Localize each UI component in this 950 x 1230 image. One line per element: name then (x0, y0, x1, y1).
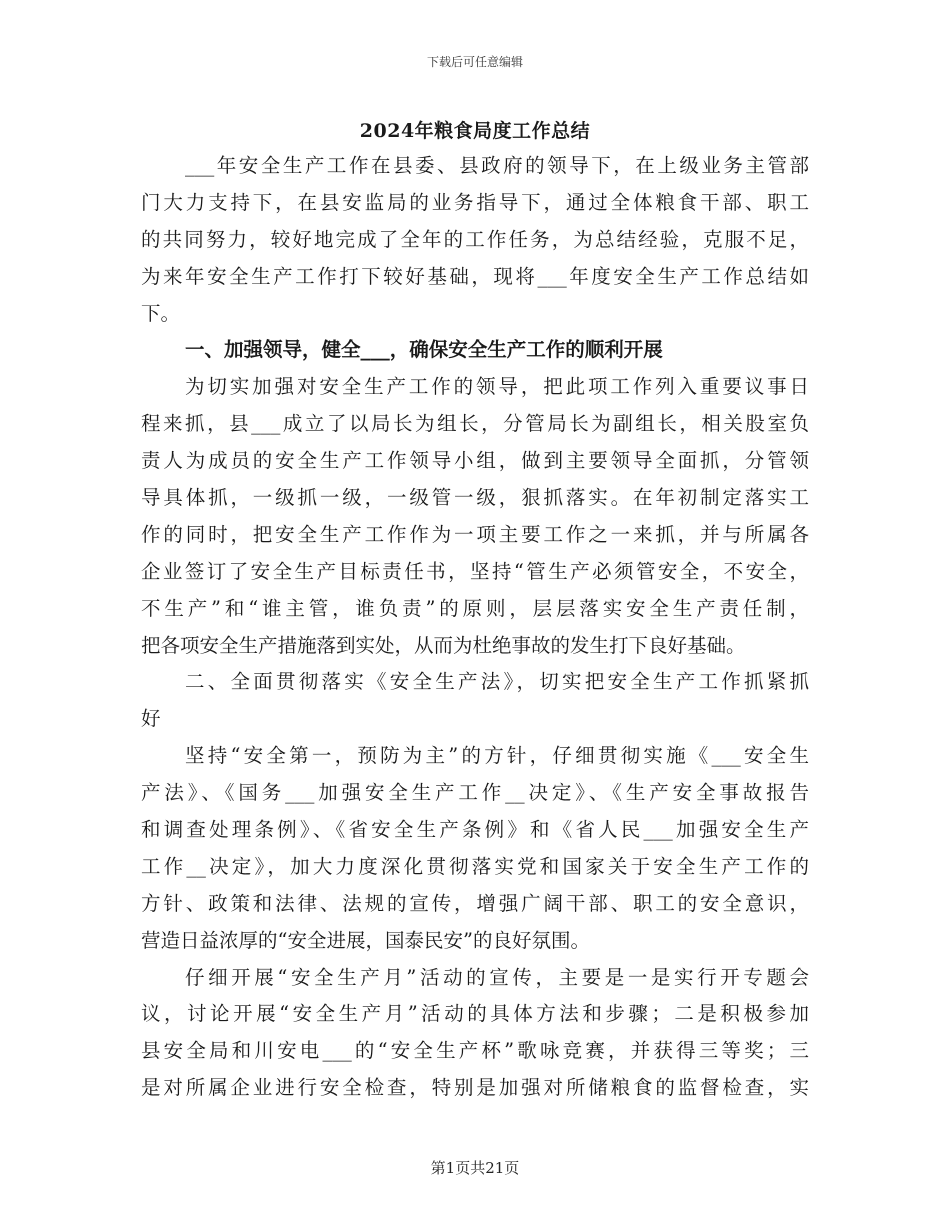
body-line: 的共同努力，较好地完成了全年的工作任务，为总结经验，克服不足， (141, 227, 809, 251)
body-line: 把各项安全生产措施落到实处，从而为杜绝事故的发生打下良好基础。 (141, 633, 746, 657)
document-body (141, 148, 809, 1107)
section-heading-2-cont: 好 (141, 707, 161, 731)
section-heading-2: 二、全面贯彻落实《安全生产法》，切实把安全生产工作抓紧抓 (185, 670, 809, 694)
page-footer: 第1页共21页 (430, 1159, 520, 1177)
section-heading-1: 一、加强领导，健全___，确保安全生产工作的顺利开展 (185, 338, 663, 362)
body-line: 企业签订了安全生产目标责任书，坚持“管生产必须管安全，不安全， (141, 559, 809, 583)
body-line: 仔细开展“安全生产月”活动的宣传，主要是一是实行开专题会 (185, 965, 809, 989)
body-line: 工作__决定》，加大力度深化贯彻落实党和国家关于安全生产工作的 (141, 854, 809, 878)
body-line: 导具体抓，一级抓一级，一级管一级，狠抓落实。在年初制定落实工 (141, 486, 809, 510)
body-line: 门大力支持下，在县安监局的业务指导下，通过全体粮食干部、职工 (141, 190, 809, 214)
body-line: 议，讨论开展“安全生产月”活动的具体方法和步骤；二是积极参加 (141, 1002, 809, 1026)
body-line: 坚持“安全第一，预防为主”的方针，仔细贯彻实施《___安全生 (185, 744, 809, 768)
body-line: 营造日益浓厚的“安全进展，国泰民安”的良好氛围。 (141, 928, 590, 952)
body-line: 程来抓，县___成立了以局长为组长，分管局长为副组长，相关股室负 (141, 412, 809, 436)
body-line: 县安全局和川安电___的“安全生产杯”歌咏竞赛，并获得三等奖；三 (141, 1039, 809, 1063)
body-line: 下。 (141, 301, 181, 325)
body-line: 不生产”和“谁主管，谁负责”的原则，层层落实安全生产责任制， (141, 596, 809, 620)
page-header: 下载后可任意编辑 (426, 55, 523, 69)
body-line: ___年安全生产工作在县委、县政府的领导下，在上级业务主管部 (185, 154, 809, 177)
body-line: 和调查处理条例》、《省安全生产条例》和《省人民___加强安全生产 (141, 818, 809, 842)
body-line: 产法》、《国务___加强安全生产工作__决定》、《生产安全事故报告 (141, 781, 809, 805)
body-line: 方针、政策和法律、法规的宣传，增强广阔干部、职工的安全意识， (141, 891, 809, 915)
body-line: 责人为成员的安全生产工作领导小组，做到主要领导全面抓，分管领 (141, 449, 809, 473)
body-line: 是对所属企业进行安全检查，特别是加强对所储粮食的监督检查，实 (141, 1076, 809, 1100)
document-title: 2024年粮食局度工作总结 (359, 120, 591, 142)
body-line: 作的同时，把安全生产工作作为一项主要工作之一来抓，并与所属各 (141, 522, 809, 546)
body-line: 为来年安全生产工作打下较好基础，现将___年度安全生产工作总结如 (141, 264, 809, 288)
body-line: 为切实加强对安全生产工作的领导，把此项工作列入重要议事日 (185, 375, 809, 399)
